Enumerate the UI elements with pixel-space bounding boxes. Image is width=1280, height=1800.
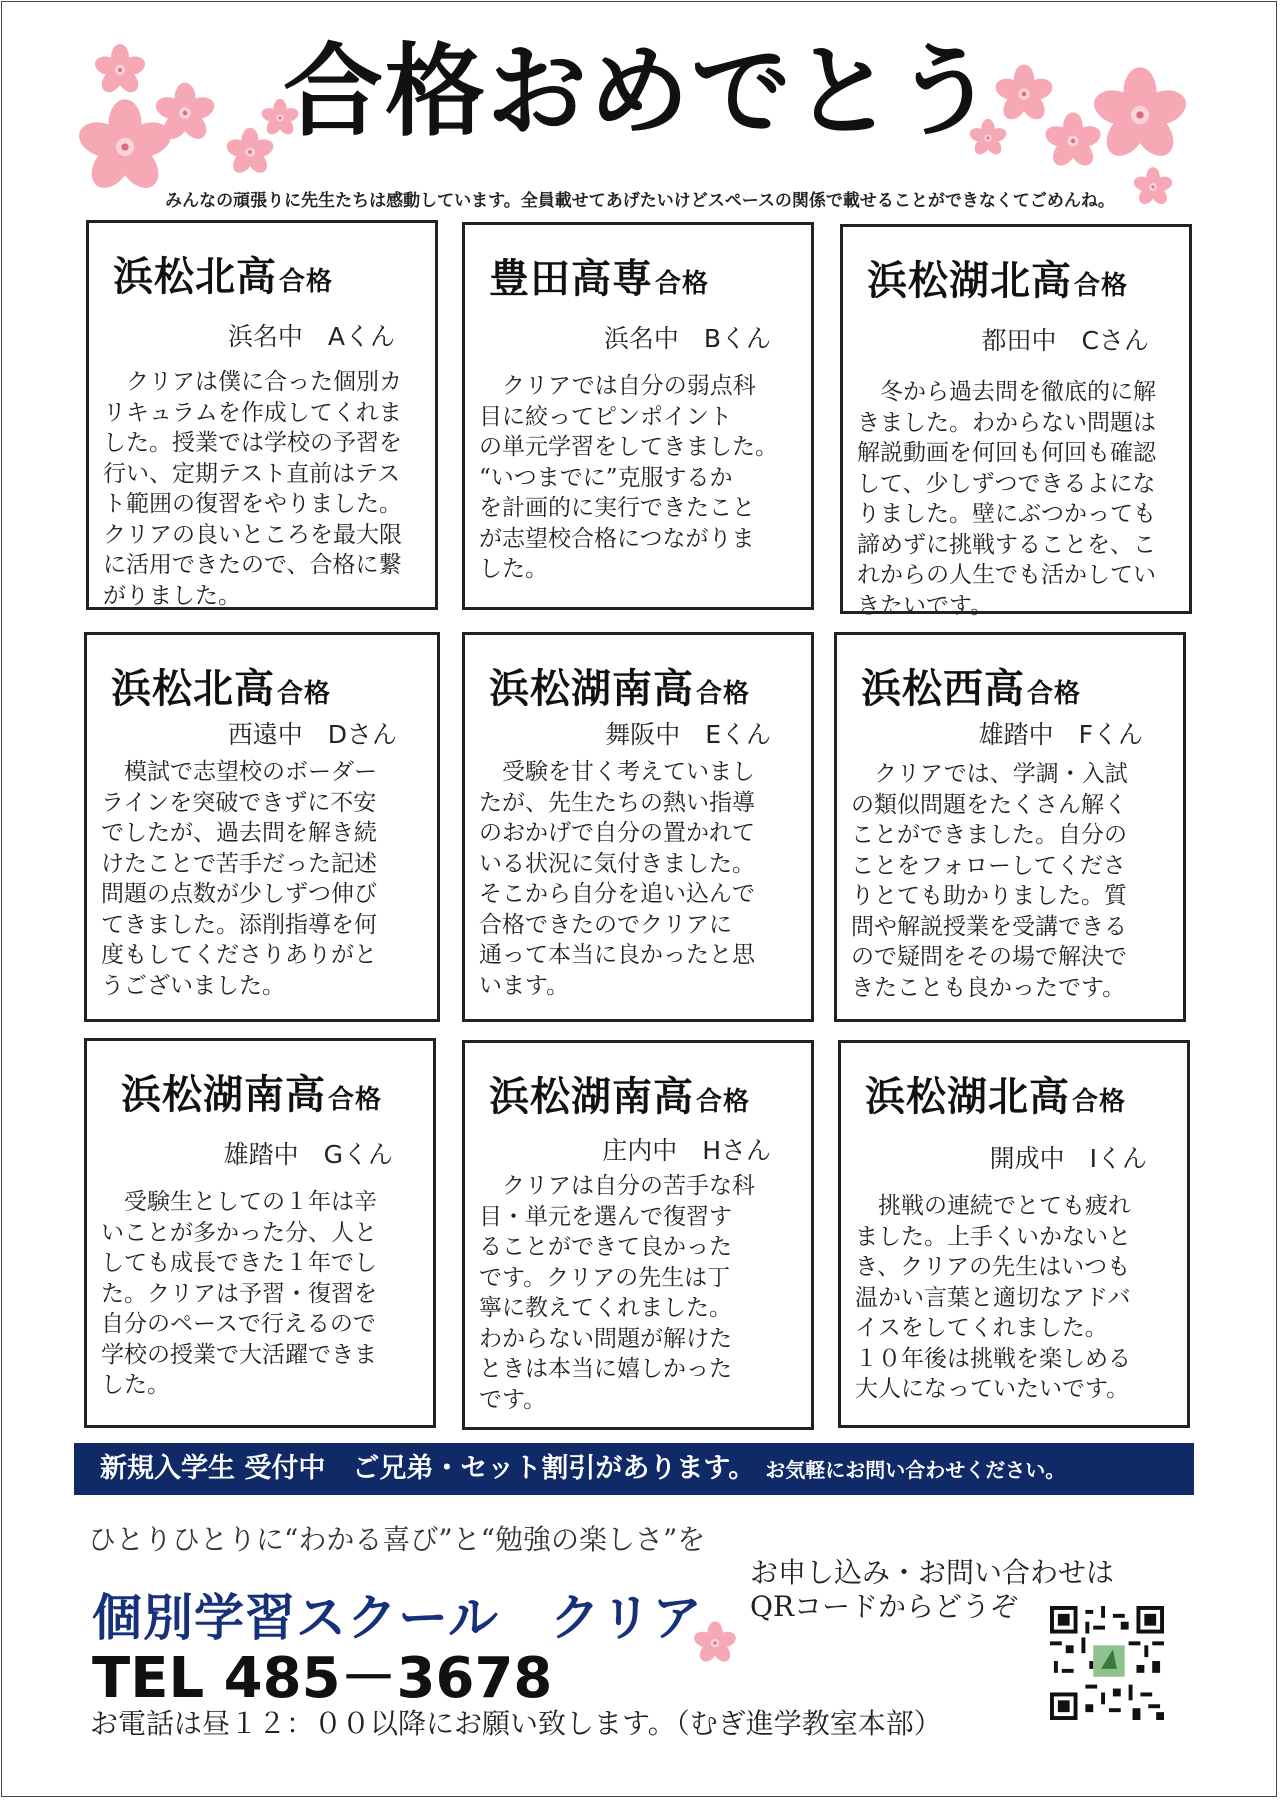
student-comment: クリアは自分の苦手な科 目・単元を選んで復習す ることができて良かった です。クリアの先生は丁 寧に教えてくれました。 わからない問題が解けた ときは本当に嬉しかった です。 xyxy=(479,1173,755,1413)
pass-label: 合格 xyxy=(696,1087,751,1117)
pass-label: 合格 xyxy=(279,267,334,297)
student-name: 庄内中 Hさん xyxy=(602,1136,771,1165)
result-card xyxy=(462,632,814,1022)
student-comment: 挑戦の連続でとても疲れ ました。上手くいかないと き、クリアの先生はいつも 温かい言葉と適切なアドバ イスをしてくれました。 １０年後は挑戦を楽しめる 大人になっていたいです。 xyxy=(855,1193,1131,1402)
school-name: 浜松湖南高 xyxy=(121,1072,326,1118)
tagline: ひとりひとりに“わかる喜び”と“勉強の楽しさ”を xyxy=(88,1523,706,1556)
student-name: 開成中 Iくん xyxy=(989,1144,1147,1173)
school-name: 浜松西高 xyxy=(861,666,1025,712)
student-comment: クリアでは自分の弱点科 目に絞ってピンポイント の単元学習をしてきました。 “いつまでに”克服するか を計画的に実行できたこと が志望校合格につながりま した。 xyxy=(479,373,778,582)
qr-code-icon[interactable] xyxy=(1050,1606,1164,1720)
phone-number: TEL 485－3678 xyxy=(92,1646,553,1711)
student-name: 雄踏中 Gくん xyxy=(223,1140,393,1169)
school-name: 浜松北高 xyxy=(113,254,277,300)
result-card xyxy=(840,224,1192,619)
pass-label: 合格 xyxy=(1074,271,1129,301)
student-comment: 受験生としての１年は辛 いことが多かった分、人と しても成長できた１年でし た。クリアは予習・復習を 自分のペースで行えるので 学校の授業で大活躍できま した。 xyxy=(101,1189,377,1398)
result-card xyxy=(462,1040,814,1430)
enrollment-banner xyxy=(74,1443,1194,1495)
contact-note: お申し込み・お問い合わせは QRコードからどうぞ xyxy=(750,1556,1115,1623)
student-name: 雄踏中 Fくん xyxy=(978,720,1143,749)
student-comment: 模試で志望校のボーダー ラインを突破できずに不安 でしたが、過去問を解き続 けたことで苦手だった記述 問題の点数が少しずつ伸び てきました。添削指導を何 度もしてくださりありがと うございました。 xyxy=(101,759,377,999)
school-name: 浜松湖南高 xyxy=(489,666,694,712)
phone-hours-note: お電話は昼１２：００以降にお願い致します。（むぎ進学教室本部） xyxy=(90,1707,942,1740)
student-comment: クリアは僕に合った個別カ リキュラムを作成してくれま した。授業では学校の予習を 行い、定期テスト直前はテス ト範囲の復習をやりました。 クリアの良いところを最大限 に活用できたので、合格に繋 がりました。 xyxy=(103,369,402,609)
pass-label: 合格 xyxy=(1027,679,1082,709)
page-title: 合格おめでとう xyxy=(283,33,997,150)
page-subtitle: みんなの頑張りに先生たちは感動しています。全員載せてあげたいけどスペースの関係で載せることができなくてごめんね。 xyxy=(165,191,1115,211)
pass-label: 合格 xyxy=(696,679,751,709)
pass-label: 合格 xyxy=(277,679,332,709)
school-name: 浜松湖北高 xyxy=(865,1074,1070,1120)
student-name: 西遠中 Dさん xyxy=(227,720,397,749)
result-card xyxy=(462,222,814,610)
school-name: 浜松北高 xyxy=(111,666,275,712)
school-name: 豊田高専 xyxy=(489,256,653,302)
result-card xyxy=(84,1038,436,1428)
banner-main-text: 新規入学生 受付中 ご兄弟・セット割引があります。 xyxy=(100,1453,756,1484)
pass-label: 合格 xyxy=(1072,1087,1127,1117)
banner-small-text: お気軽にお問い合わせください。 xyxy=(765,1458,1066,1482)
pass-label: 合格 xyxy=(655,269,710,299)
pass-label: 合格 xyxy=(328,1085,383,1115)
result-card xyxy=(86,220,438,610)
student-name: 浜名中 Aくん xyxy=(227,322,395,351)
student-name: 都田中 Cさん xyxy=(981,326,1149,355)
student-comment: 冬から過去問を徹底的に解 きました。わからない問題は 解説動画を何回も何回も確認 して、少しずつできるよにな りました。壁にぶつかっても 諦めずに挑戦することを、こ れからの人生でも活かしてい きたいです。 xyxy=(857,379,1156,619)
school-name: 浜松湖南高 xyxy=(489,1074,694,1120)
student-comment: 受験を甘く考えていまし たが、先生たちの熱い指導 のおかげで自分の置かれて いる状況に気付きました。 そこから自分を追い込んで 合格できたのでクリアに 通って本当に良かったと思 います。 xyxy=(479,759,755,999)
student-name: 浜名中 Bくん xyxy=(603,324,771,353)
student-comment: クリアでは、学調・入試 の類似問題をたくさん解く ことができました。自分の ことをフォローしてくださ りとても助かりました。質 問や解説授業を受講できる ので疑問をその場で解決で きたことも良かったです。 xyxy=(851,761,1128,1001)
result-card xyxy=(84,632,440,1022)
student-name: 舞阪中 Eくん xyxy=(605,720,771,749)
school-brand-name: 個別学習スクール クリア xyxy=(92,1589,703,1647)
school-name: 浜松湖北高 xyxy=(867,258,1072,304)
result-card xyxy=(838,1040,1190,1428)
result-card xyxy=(834,632,1186,1022)
